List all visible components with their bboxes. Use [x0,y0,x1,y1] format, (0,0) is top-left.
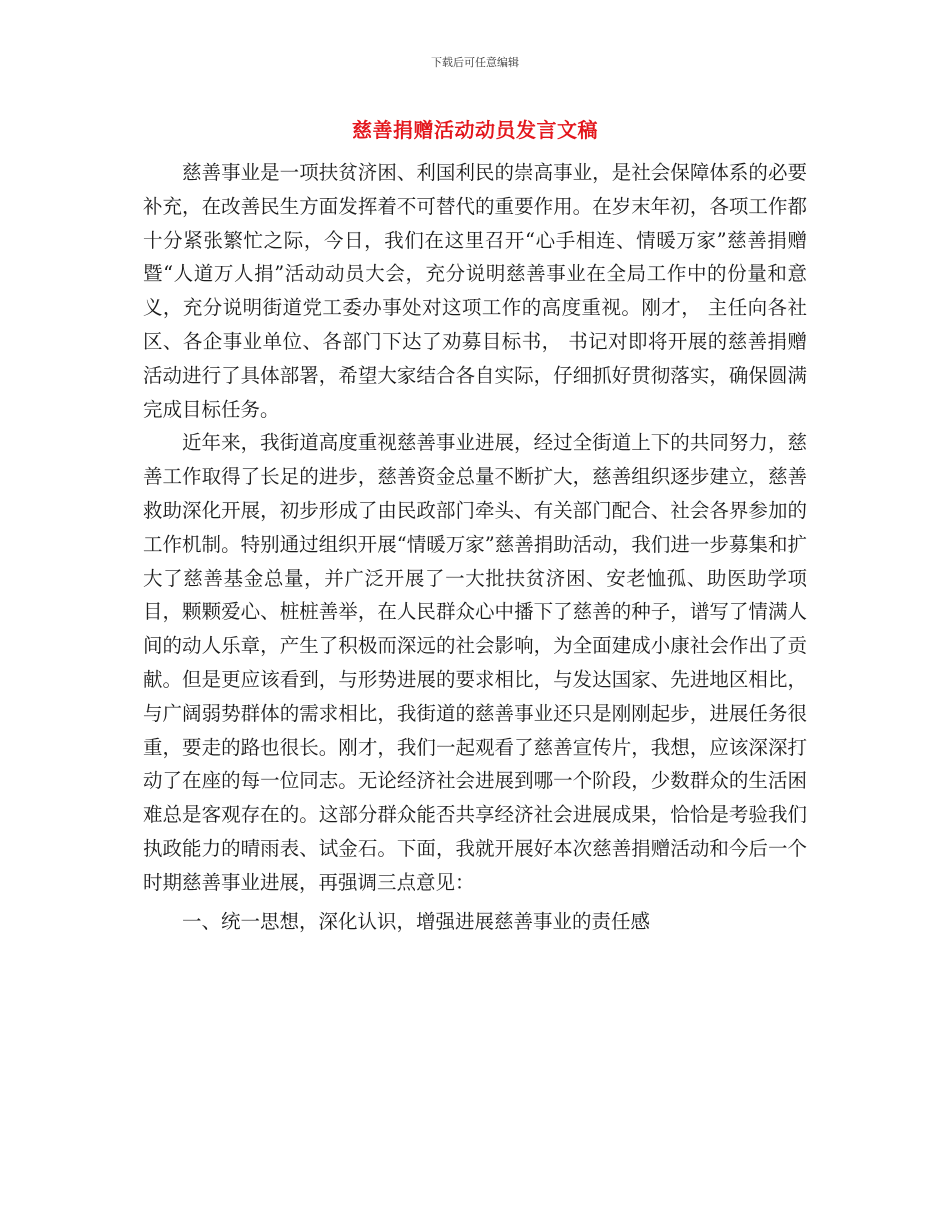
document-body [143,156,807,938]
paragraph-progress: 近年来，我街道高度重视慈善事业进展，经过全街道上下的共同努力，慈善工作取得了长足的进步，慈善资金总量不断扩大，慈善组织逐步建立，慈善救助深化开展，初步形成了由民政部门牵头、有关部门配合、社会各界参加的工作机制。特别通过组织开展“情暖万家”慈善捐助活动，我们进一步募集和扩大了慈善基金总量，并广泛开展了一大批扶贫济困、安老恤孤、助医助学项目，颗颗爱心、桩桩善举，在人民群众心中播下了慈善的种子，谱写了情满人间的动人乐章，产生了积极而深远的社会影响，为全面建成小康社会作出了贡献。但是更应该看到，与形势进展的要求相比，与发达国家、先进地区相比，与广阔弱势群体的需求相比，我街道的慈善事业还只是刚刚起步，进展任务很重，要走的路也很长。刚才，我们一起观看了慈善宣传片，我想，应该深深打动了在座的每一位同志。无论经济社会进展到哪一个阶段，少数群众的生活困难总是客观存在的。这部分群众能否共享经济社会进展成果，恰恰是考验我们执政能力的晴雨表、试金石。下面，我就开展好本次慈善捐赠活动和今后一个时期慈善事业进展，再强调三点意见： [143,431,807,894]
header-note: 下载后可任意编辑 [431,56,519,69]
document-title: 慈善捐赠活动动员发言文稿 [352,118,598,142]
paragraph-intro: 慈善事业是一项扶贫济困、利国利民的崇高事业，是社会保障体系的必要补充，在改善民生方面发挥着不可替代的重要作用。在岁末年初，各项工作都十分紧张繁忙之际，今日，我们在这里召开“心手相连、情暖万家”慈善捐赠暨“人道万人捐”活动动员大会，充分说明慈善事业在全局工作中的份量和意义，充分说明街道党工委办事处对这项工作的高度重视。刚才， 主任向各社区、各企事业单位、各部门下达了劝募目标书， 书记对即将开展的慈善捐赠活动进行了具体部署，希望大家结合各自实际，仔细抓好贯彻落实，确保圆满完成目标任务。 [143,161,807,421]
section-heading-one: 一、统一思想，深化认识，增强进展慈善事业的责任感 [182,909,651,933]
